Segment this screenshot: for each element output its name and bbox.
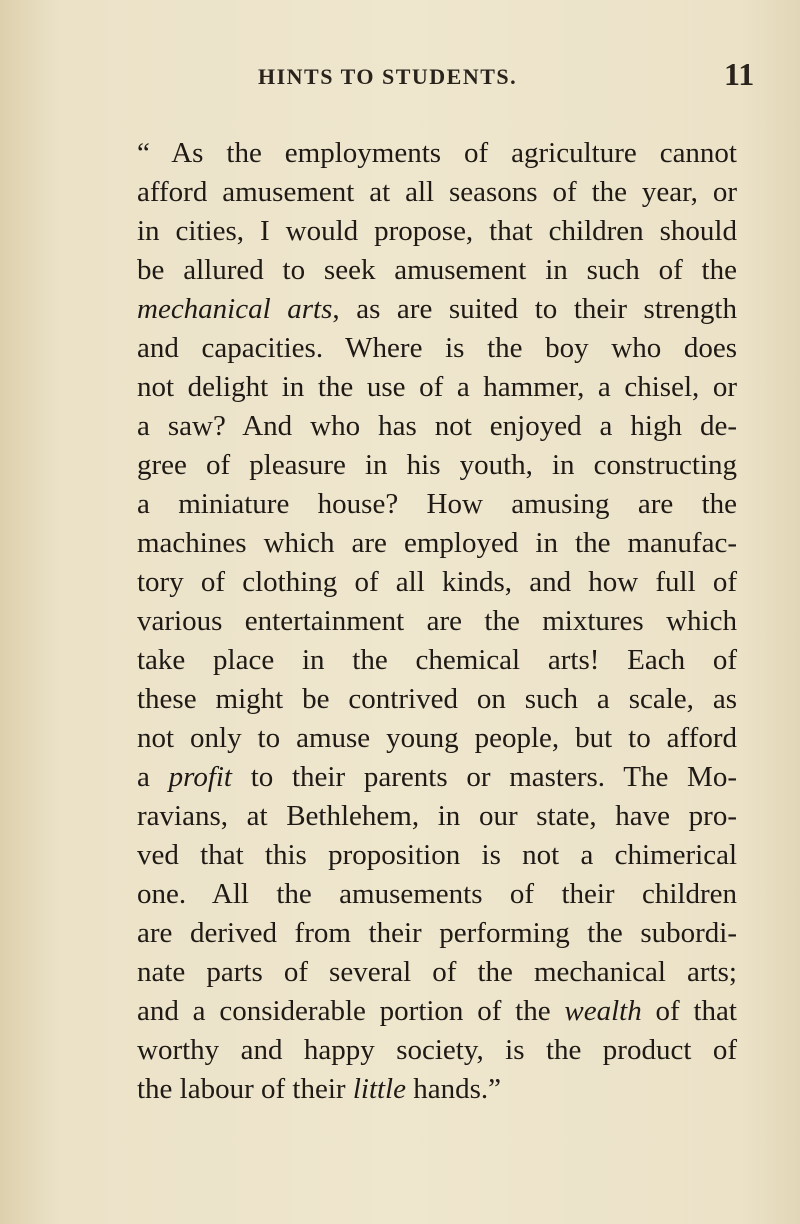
italic-phrase: profit <box>168 761 232 793</box>
text-line: tory of clothing of all kinds, and how full of <box>137 566 737 598</box>
page-number: 11 <box>724 56 755 92</box>
text-line: one. All the amusements of their children <box>137 878 737 910</box>
text-line: and capacities. Where is the boy who does <box>137 332 737 364</box>
text-line: and a considerable portion of the wealth of that <box>137 995 737 1027</box>
text-line: are derived from their performing the subordi- <box>137 917 737 949</box>
text-line: a miniature house? How amusing are the <box>137 488 737 520</box>
text-line: the labour of their little hands.” <box>137 1073 502 1105</box>
text-line: mechanical arts, as are suited to their strength <box>137 293 737 325</box>
italic-phrase: wealth <box>564 995 642 1027</box>
text-line: be allured to seek amusement in such of the <box>137 254 737 286</box>
text-line: take place in the chemical arts! Each of <box>137 644 737 676</box>
text-line: machines which are employed in the manufac- <box>137 527 737 559</box>
body-text <box>137 134 737 1109</box>
text-line: a profit to their parents or masters. The Mo- <box>137 761 737 793</box>
text-line: these might be contrived on such a scale, as <box>137 683 737 715</box>
text-line: ved that this proposition is not a chimerical <box>137 839 737 871</box>
text-line: in cities, I would propose, that children should <box>137 215 737 247</box>
text-line: various entertainment are the mixtures which <box>137 605 737 637</box>
text-line: ravians, at Bethlehem, in our state, have pro- <box>137 800 737 832</box>
text-line: a saw? And who has not enjoyed a high de- <box>137 410 737 442</box>
running-head <box>0 56 800 104</box>
text-line: not only to amuse young people, but to afford <box>137 722 737 754</box>
text-line: nate parts of several of the mechanical arts; <box>137 956 737 988</box>
text-line: “ As the employments of agriculture cannot <box>137 137 737 169</box>
text-line: worthy and happy society, is the product of <box>137 1034 737 1066</box>
italic-phrase: little <box>352 1073 406 1105</box>
text-line: gree of pleasure in his youth, in constructing <box>137 449 737 481</box>
text-line: afford amusement at all seasons of the year, or <box>137 176 737 208</box>
italic-phrase: mechanical arts <box>137 293 333 325</box>
text-line: not delight in the use of a hammer, a chisel, or <box>137 371 737 403</box>
running-head-title: HINTS TO STUDENTS. <box>258 64 518 89</box>
